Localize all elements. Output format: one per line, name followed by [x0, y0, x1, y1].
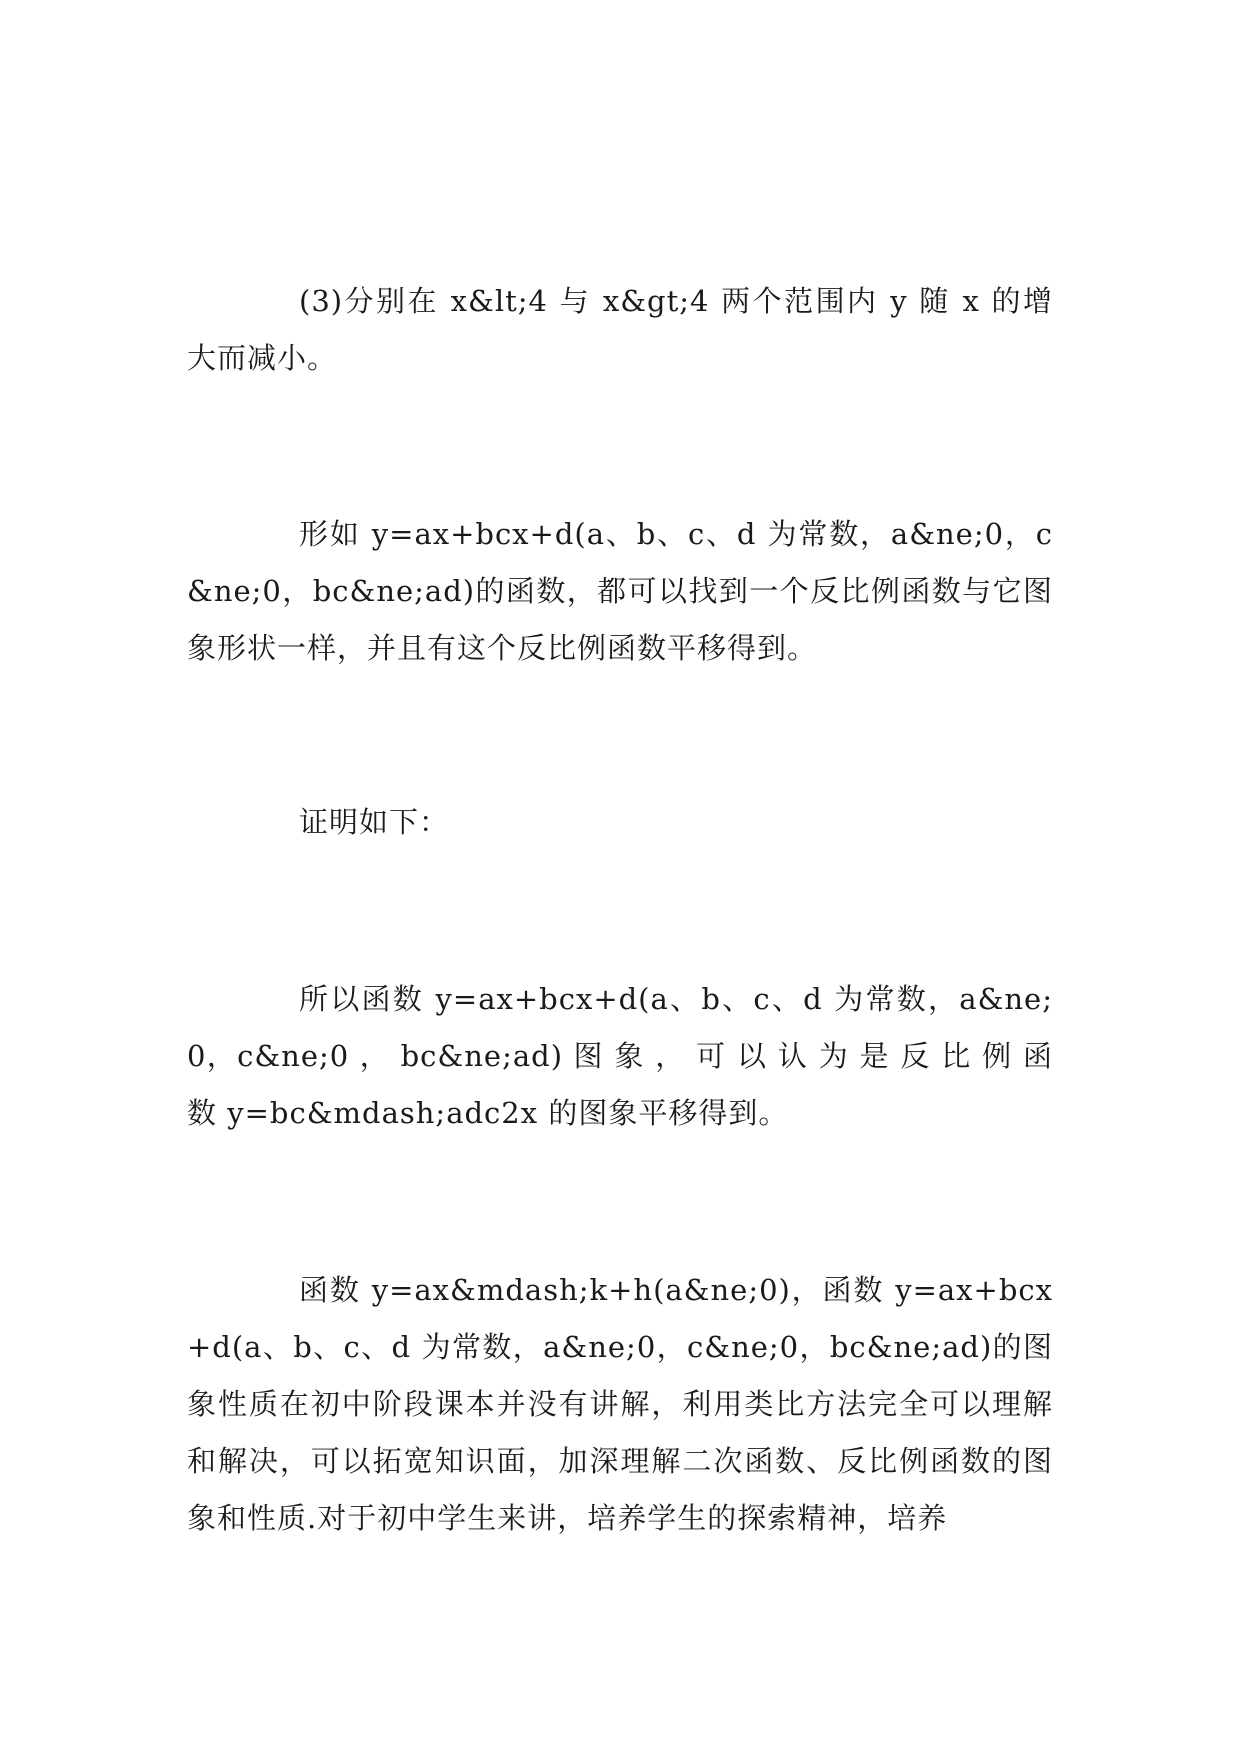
- paragraph-function-form: 形如 y=ax+bcx+d(a、b、c、d 为常数，a&ne;0，c&ne;0，bc&ne;ad)的函数，都可以找到一个反比例函数与它图象形状一样，并且有这个反比例函数平移得到。: [187, 517, 1053, 665]
- paragraph-monotonic-property: (3)分别在 x&lt;4 与 x&gt;4 两个范围内 y 随 x 的增大而减小。: [187, 284, 1053, 375]
- paragraph-proof-conclusion: 所以函数 y=ax+bcx+d(a、b、c、d 为常数，a&ne;0，c&ne;0 ， bc&ne;ad) 图 象 ， 可 以 认 为 是 反 比 例 函 数 y=bc&mdash;adc2x 的图象平移得到。: [187, 982, 1053, 1130]
- paragraph-summary: 函数 y=ax&mdash;k+h(a&ne;0)，函数 y=ax+bcx+d(a、b、c、d 为常数，a&ne;0，c&ne;0，bc&ne;ad)的图象性质在初中阶段课本并没有讲解，利用类比方法完全可以理解和解决，可以拓宽知识面，加深理解二次函数、反比例函数的图象和性质.对于初中学生来讲，培养学生的探索精神，培养: [187, 1273, 1053, 1535]
- paragraph-proof-heading: 证明如下：: [299, 805, 450, 839]
